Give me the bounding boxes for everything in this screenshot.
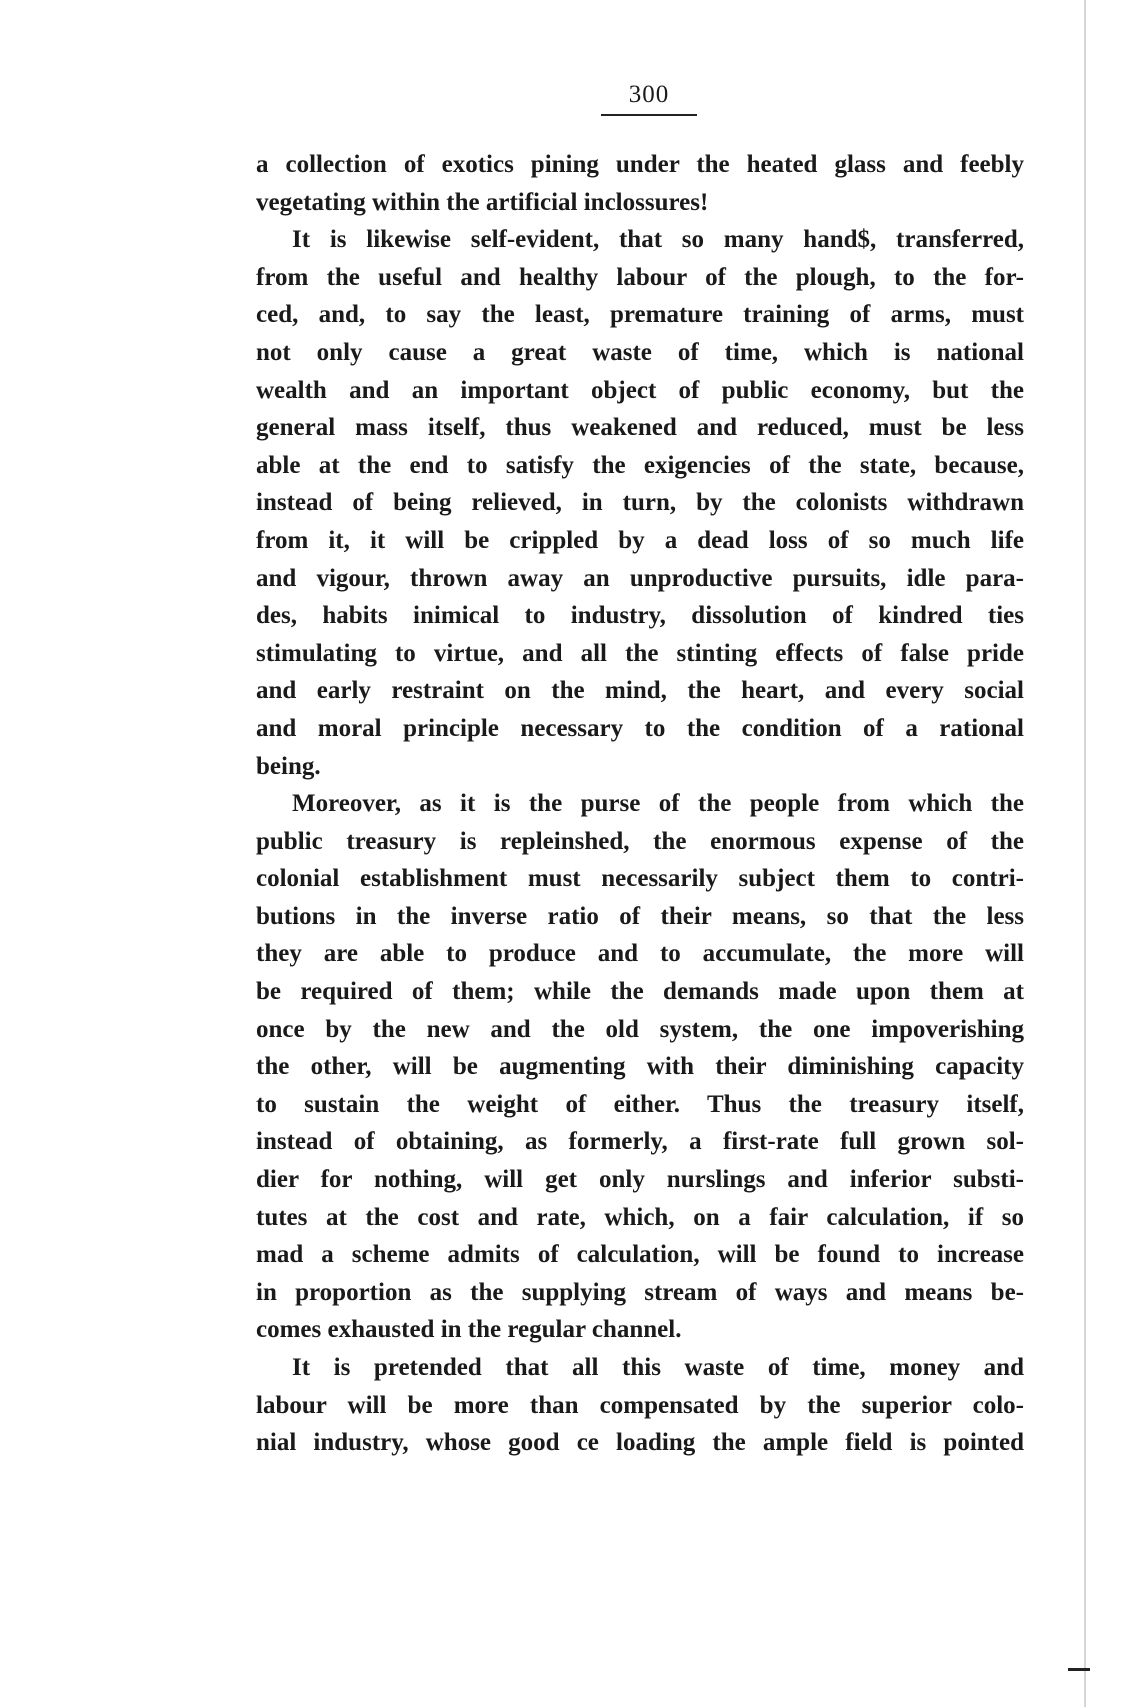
page-number-rule [601,114,697,116]
scan-page-edge [1084,0,1086,1707]
text-line: to sustain the weight of either. Thus the treasury itself, [256,1090,1024,1118]
text-line: a collection of exotics pining under the heated glass and feebly [256,151,1024,178]
text-line: ced, and, to say the least, premature training of arms, must [256,301,1024,329]
text-line: comes exhausted in the regular channel. [256,1316,682,1344]
text-line: instead of being relieved, in turn, by the colonists withdrawn [256,489,1024,517]
body-text [256,146,1024,1462]
scan-edge-mark [1068,1668,1090,1671]
text-line: in proportion as the supplying stream of ways and means be- [256,1278,1024,1306]
text-line: once by the new and the old system, the one impoverishing [256,1015,1024,1043]
text-line: able at the end to satisfy the exigencies of the state, because, [256,451,1024,479]
text-line: dier for nothing, will get only nurslings and inferior substi- [256,1166,1024,1194]
text-line: and early restraint on the mind, the heart, and every social [256,677,1024,705]
text-line: Moreover, as it is the purse of the people from which the [292,790,1024,818]
page-number: 300 [628,81,670,108]
text-line: butions in the inverse ratio of their means, so that the less [256,902,1024,930]
text-line: instead of obtaining, as formerly, a first-rate full grown sol- [256,1128,1024,1156]
text-line: des, habits inimical to industry, dissolution of kindred ties [256,602,1024,630]
text-line: It is pretended that all this waste of time, money and [292,1354,1024,1381]
text-line: vegetating within the artificial inclossures! [256,188,709,216]
text-line: public treasury is repleinshed, the enormous expense of the [256,827,1024,855]
text-line: and vigour, thrown away an unproductive pursuits, idle para- [256,564,1024,592]
text-line: mad a scheme admits of calculation, will be found to increase [256,1241,1024,1269]
text-line: nial industry, whose good ce loading the ample field is pointed [256,1429,1024,1457]
text-line: the other, will be augmenting with their diminishing capacity [256,1053,1024,1081]
text-line: and moral principle necessary to the condition of a rational [256,714,1024,742]
text-line: general mass itself, thus weakened and reduced, must be less [256,414,1024,442]
text-line: be required of them; while the demands made upon them at [256,978,1024,1006]
text-line: tutes at the cost and rate, which, on a fair calculation, if so [256,1203,1024,1231]
text-line: colonial establishment must necessarily subject them to contri- [256,865,1024,893]
text-line: from it, it will be crippled by a dead loss of so much life [256,526,1024,554]
text-line: stimulating to virtue, and all the stinting effects of false pride [256,639,1024,667]
text-line: It is likewise self-evident, that so many hand$, transferred, [292,226,1024,254]
text-line: labour will be more than compensated by the superior colo- [256,1391,1024,1419]
text-line: from the useful and healthy labour of the plough, to the for- [256,263,1024,291]
text-line: not only cause a great waste of time, which is national [256,338,1024,366]
text-line: being. [256,752,321,780]
text-line: wealth and an important object of public economy, but the [256,376,1024,404]
text-line: they are able to produce and to accumulate, the more will [256,940,1024,968]
